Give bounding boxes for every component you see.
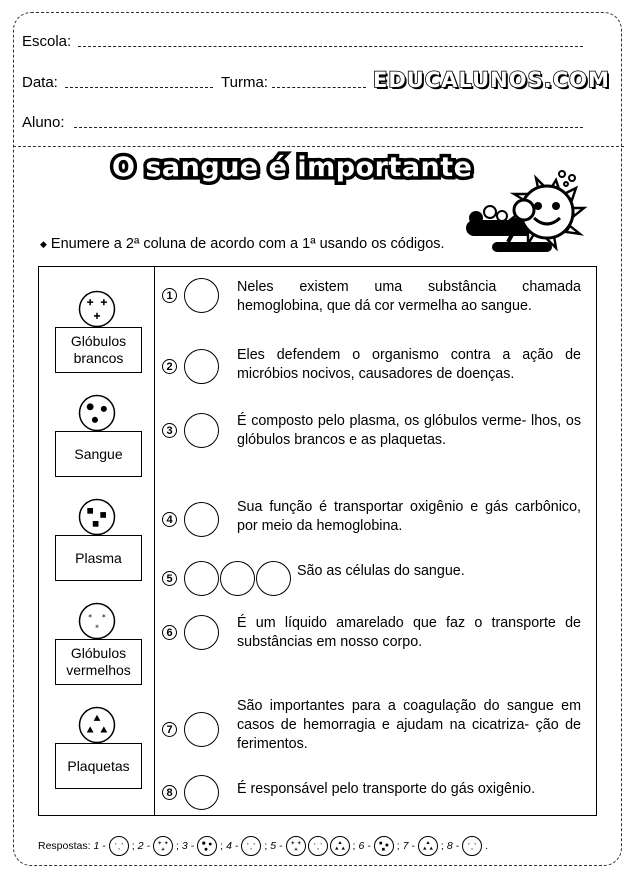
item-description: São importantes para a coagulação do sangue em casos de hemorragia e ajudam na cicatriza- ção de ferimentos. [237,698,581,752]
plus-symbols-code-icon [286,836,306,856]
aluno-label: Aluno: [22,114,65,131]
instruction-label: Enumere a 2ª coluna de acordo com a 1ª usando os códigos. [50,236,445,252]
item-description: É responsável pelo transporte do gás oxigênio. [237,781,536,797]
triangle-symbols-code-icon [330,836,350,856]
header-divider [13,146,624,147]
answer-number: 3 - [181,840,195,852]
aluno-field[interactable] [74,127,583,128]
svg-text:*: * [316,847,319,852]
answer-circle[interactable] [256,561,291,596]
answer-separator: ; [131,840,135,852]
first-column-item: Glóbulos vermelhos [55,639,142,685]
answer-circle[interactable] [184,278,219,313]
svg-text:*: * [247,842,250,847]
first-column-item: Sangue [55,431,142,477]
answer-circle[interactable] [184,349,219,384]
answer-number: 5 - [270,840,283,852]
item-description: É um líquido amarelado que faz o transporte de substâncias em nosso corpo. [237,615,581,650]
answer-circle[interactable] [184,775,219,810]
answers-row [38,836,488,856]
answer-separator: ; [352,840,356,852]
first-column-item: Plaquetas [55,743,142,789]
item-number: 6 [162,625,177,640]
round-dots-code-icon [197,836,217,856]
star-symbols-code-icon [109,836,129,856]
svg-text:*: * [114,842,117,847]
item-description: Sua função é transportar oxigênio e gás carbônico, por meio da hemoglobina. [237,499,581,534]
svg-text:*: * [319,842,322,847]
answer-number: 7 - [402,840,415,852]
first-column-item: Glóbulos brancos [55,327,142,373]
answer-separator: ; [396,840,400,852]
item-description: São as células do sangue. [297,563,465,579]
svg-text:*: * [253,842,256,847]
svg-text:*: * [313,842,316,847]
svg-text:*: * [101,613,106,623]
answer-circle[interactable] [184,502,219,537]
item-description: É composto pelo plasma, os glóbulos verme- lhos, os glóbulos brancos e as plaquetas. [237,413,581,448]
answer-number: 2 - [137,840,150,852]
turma-label: Turma: [221,74,268,91]
item-description: Neles existem uma substância chamada hemoglobina, que dá cor vermelha ao sangue. [237,279,581,314]
plus-symbols-code-icon [153,836,173,856]
svg-text:*: * [95,623,99,633]
answers-label: Respostas: [38,840,91,852]
bullet-icon: ◆ [40,238,47,249]
item-number: 5 [162,571,177,586]
star-symbols-code-icon [462,836,482,856]
item-number: 7 [162,722,177,737]
answer-circle[interactable] [220,561,255,596]
instruction-text [40,236,445,252]
escola-field[interactable] [78,46,583,47]
first-column-item: Plasma [55,535,142,581]
answer-circle[interactable] [184,413,219,448]
answer-separator: . [485,840,489,852]
answer-circle[interactable] [184,615,219,650]
star-symbols-code-icon [241,836,261,856]
data-field[interactable] [65,87,213,88]
star-symbols-code-icon [308,836,328,856]
item-number: 3 [162,423,177,438]
data-label: Data: [22,74,58,91]
svg-text:*: * [467,842,470,847]
svg-text:*: * [88,613,93,623]
answer-number: 8 - [446,840,460,852]
square-dots-code-icon [374,836,394,856]
svg-text:*: * [250,847,253,852]
educalunos-logo: EDUCALUNOS.COM [373,68,610,92]
item-number: 8 [162,785,177,800]
sun-mascot-illustration [462,168,590,260]
answer-separator: ; [175,840,179,852]
escola-label: Escola: [22,33,72,50]
item-description: Eles defendem o organismo contra a ação de micróbios nocivos, causadores de doenças. [237,347,581,382]
svg-text:*: * [474,842,477,847]
item-number: 2 [162,359,177,374]
svg-text:*: * [471,847,474,852]
page-title: O sangue é importante [112,152,473,183]
item-number: 1 [162,288,177,303]
triangle-symbols-code-icon [418,836,438,856]
answer-circle[interactable] [184,561,219,596]
turma-field[interactable] [272,87,366,88]
answer-number: 6 - [358,840,371,852]
answer-number: 4 - [226,840,239,852]
answer-separator: ; [440,840,444,852]
item-number: 4 [162,512,177,527]
answer-separator: ; [264,840,268,852]
answer-separator: ; [220,840,224,852]
answer-circle[interactable] [184,712,219,747]
svg-text:*: * [121,842,123,847]
svg-text:*: * [117,847,120,852]
answer-number: 1 - [93,840,106,852]
